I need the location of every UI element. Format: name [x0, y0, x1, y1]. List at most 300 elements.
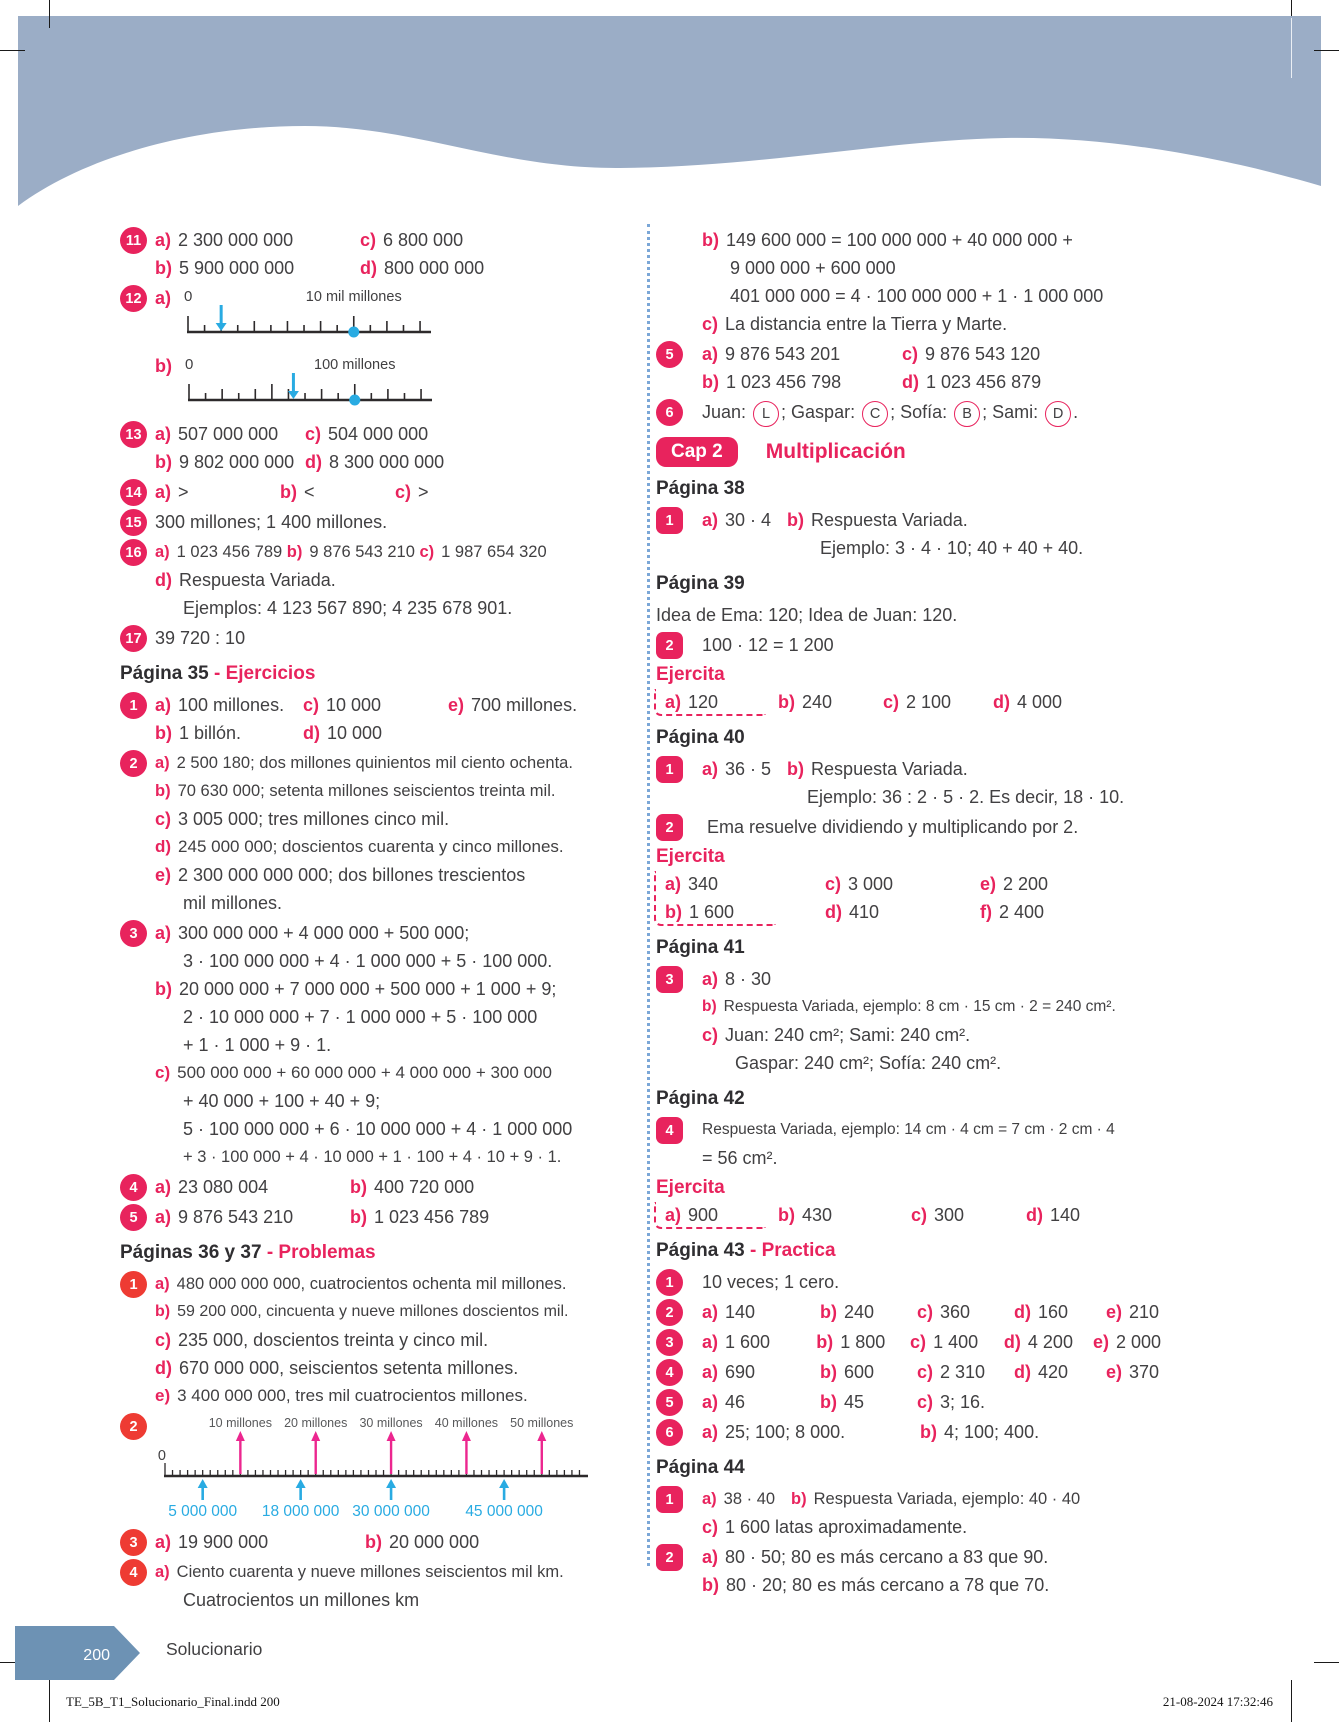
- answer-item: [656, 226, 1161, 338]
- answer-text: 70 630 000; setenta millones seiscientos treinta mil.: [177, 782, 556, 800]
- answer-line: [155, 566, 598, 594]
- answer-line: [155, 1558, 598, 1586]
- part-label: a): [155, 482, 172, 502]
- answer-cell: [902, 340, 1040, 368]
- answer-text: 6 800 000: [383, 230, 464, 250]
- answer-text: Juan:: [702, 402, 752, 422]
- part-label: a): [702, 510, 719, 530]
- ejercita-rows: [656, 1201, 1161, 1229]
- answer-item: [120, 624, 598, 652]
- answer-text: 45: [844, 1392, 865, 1412]
- answer-cell: [702, 1418, 920, 1446]
- answer-text: 2 500 180; dos millones quinientos mil ciento ochenta.: [176, 754, 573, 772]
- number-line-nl12b: [179, 352, 441, 410]
- page-heading-sub: - Problemas: [261, 1242, 376, 1263]
- page-heading-sub: - Ejercicios: [208, 663, 316, 684]
- item-badge: 2: [120, 750, 147, 777]
- answer-item: [120, 1558, 598, 1614]
- answer-item: [656, 1116, 1161, 1172]
- answer-cell: [360, 254, 484, 282]
- answer-item: [656, 1328, 1161, 1356]
- answer-text: 504 000 000: [328, 424, 429, 444]
- part-label: e): [1092, 1332, 1109, 1352]
- answer-line: [702, 506, 1161, 534]
- item-badge: 14: [120, 479, 147, 506]
- part-label: c): [883, 692, 900, 712]
- answer-line: [702, 1144, 1161, 1172]
- answer-text: 507 000 000: [178, 424, 279, 444]
- item-badge: 1: [120, 692, 147, 719]
- answer-text: Idea de Ema: 120; Idea de Juan: 120.: [656, 605, 958, 625]
- part-label: c): [917, 1392, 934, 1412]
- right-column: [656, 226, 1161, 1601]
- answer-text: ; Sami:: [982, 402, 1044, 422]
- crop-mark-top-right-v: [1291, 0, 1292, 16]
- answer-line: [702, 1358, 1161, 1386]
- answer-text: + 3 · 100 000 + 4 · 10 000 + 1 · 100 + 4 · 10 + 9 · 1.: [183, 1148, 562, 1166]
- crop-mark-top-right-inner: [1291, 18, 1292, 78]
- answer-text: 600: [844, 1362, 875, 1382]
- answer-line: [702, 631, 1161, 659]
- part-label: c): [155, 1330, 172, 1350]
- page-number: 200: [83, 1647, 110, 1664]
- answer-text: 80 · 50; 80 es más cercano a 83 que 90.: [725, 1547, 1049, 1567]
- answer-text: 300: [934, 1205, 965, 1225]
- part-label: b): [702, 998, 717, 1015]
- part-label: c): [702, 1517, 719, 1537]
- part-label: d): [1014, 1362, 1031, 1382]
- answer-line: [155, 1270, 598, 1298]
- answer-item: [656, 1298, 1161, 1326]
- part-label: c): [910, 1332, 927, 1352]
- answer-text: 9 876 543 210: [178, 1207, 294, 1227]
- answer-text: 3; 16.: [940, 1392, 986, 1412]
- part-label: c): [360, 230, 377, 250]
- part-label: b): [787, 510, 805, 530]
- item-badge: 3: [120, 920, 147, 947]
- svg-text:0: 0: [185, 356, 194, 373]
- answer-cell: [155, 1528, 365, 1556]
- item-badge: 15: [120, 509, 147, 536]
- answer-text: 1 billón.: [179, 723, 242, 743]
- part-label: b): [155, 1303, 171, 1320]
- page-heading: [656, 476, 1161, 502]
- answer-line: [702, 1116, 1161, 1144]
- svg-text:5 000 000: 5 000 000: [168, 1503, 238, 1518]
- answer-text: 2 300 000 000 000; dos billones trescientos: [178, 865, 526, 885]
- answer-text: 235 000, doscientos treinta y cinco mil.: [178, 1330, 489, 1350]
- ejercita-rows: [656, 688, 1161, 716]
- answer-text: Respuesta Variada, ejemplo: 14 cm · 4 cm = 7 cm · 2 cm · 4: [702, 1121, 1115, 1138]
- answer-item: [656, 398, 1161, 427]
- part-label: b): [155, 979, 172, 999]
- answer-line: [155, 1031, 598, 1059]
- answer-text: 100 millones.: [178, 695, 285, 715]
- answer-cell: [702, 1388, 820, 1416]
- part-label: b): [702, 230, 719, 250]
- part-label: f): [980, 902, 992, 922]
- part-label: d): [825, 902, 842, 922]
- part-label: b): [791, 1490, 807, 1508]
- answer-text: mil millones.: [183, 893, 283, 913]
- page-heading: [656, 1238, 1161, 1264]
- svg-text:10 mil millones: 10 mil millones: [305, 289, 402, 305]
- part-label: b): [155, 356, 172, 376]
- answer-cell: [350, 1203, 489, 1231]
- answer-line: [702, 1328, 1161, 1356]
- page-heading-text: Página 42: [656, 1088, 745, 1109]
- answer-text: >: [418, 482, 429, 502]
- answer-text: 80 · 20; 80 es más cercano a 78 que 70.: [726, 1575, 1050, 1595]
- answer-item: [656, 1543, 1161, 1599]
- answer-item: [120, 226, 598, 282]
- circled-letter: C: [862, 401, 888, 427]
- answer-text: 100 · 12 = 1 200: [702, 635, 834, 655]
- part-label: c): [911, 1205, 928, 1225]
- answer-line: [155, 508, 598, 536]
- part-label: b): [820, 1302, 837, 1322]
- answer-line: [155, 478, 598, 506]
- answer-text: 360: [940, 1302, 971, 1322]
- part-label: b): [920, 1422, 937, 1442]
- answer-line: [702, 1021, 1161, 1049]
- item-badge: 2: [656, 1544, 683, 1571]
- part-label: d): [1014, 1302, 1031, 1322]
- header-wave: [0, 0, 1339, 212]
- answer-text: 240: [802, 692, 833, 712]
- answer-text: + 1 · 1 000 + 9 · 1.: [183, 1035, 332, 1055]
- page-heading-text: Página 44: [656, 1457, 745, 1478]
- part-label: b): [816, 1332, 834, 1352]
- page-heading: [656, 1086, 1161, 1112]
- answer-line: [155, 1528, 598, 1556]
- item-badge: 4: [656, 1359, 683, 1386]
- page-heading-text: Página 43: [656, 1240, 745, 1261]
- part-label: a): [702, 759, 719, 779]
- item-badge: 3: [656, 1329, 683, 1356]
- answer-line: [702, 1418, 1161, 1446]
- item-badge: 17: [120, 625, 147, 652]
- part-label: a): [702, 969, 719, 989]
- answer-text: 5 900 000 000: [179, 258, 295, 278]
- answer-text: Ejemplos: 4 123 567 890; 4 235 678 901.: [183, 598, 513, 618]
- part-label: b): [787, 759, 805, 779]
- answer-text: 340: [688, 874, 719, 894]
- answer-text: 36 · 5: [725, 759, 772, 779]
- answer-text: 46: [725, 1392, 746, 1412]
- part-label: a): [155, 288, 172, 308]
- answer-text: 1 023 456 798: [726, 372, 842, 392]
- answer-text: 120: [688, 692, 719, 712]
- answer-line: [155, 226, 598, 254]
- part-label: b): [155, 258, 172, 278]
- part-label: b): [350, 1177, 367, 1197]
- answer-cell: [902, 368, 1041, 396]
- answer-line: [155, 1298, 598, 1326]
- item-badge: 6: [656, 399, 683, 426]
- svg-text:30 000 000: 30 000 000: [352, 1503, 430, 1518]
- answer-text: 1 600: [689, 902, 735, 922]
- ejercita-heading: Ejercita: [656, 1177, 725, 1198]
- part-label: d): [155, 570, 172, 590]
- answer-text: 9 876 543 120: [925, 344, 1041, 364]
- part-label: c): [419, 543, 435, 561]
- answer-text: La distancia entre la Tierra y Marte.: [725, 314, 1008, 334]
- ejercita-block: [656, 1174, 1161, 1229]
- ejercita-heading: Ejercita: [656, 664, 725, 685]
- page-number-pennant: [15, 1626, 143, 1680]
- part-label: c): [155, 1063, 171, 1082]
- answer-line: [702, 1388, 1161, 1416]
- answer-cell: [917, 1298, 1014, 1326]
- answer-cell: [305, 448, 444, 476]
- answer-text: 690: [725, 1362, 756, 1382]
- crop-mark-bottom-left-v: [49, 1680, 50, 1722]
- answer-cell: [1106, 1298, 1159, 1326]
- answer-cell: [702, 340, 902, 368]
- answer-item: [120, 1528, 598, 1556]
- answer-text: 700 millones.: [471, 695, 578, 715]
- answer-text: 210: [1129, 1302, 1160, 1322]
- answer-text: Ema resuelve dividiendo y multiplicando por 2.: [702, 817, 1079, 837]
- answer-cell: [1014, 1358, 1106, 1386]
- answer-text: Juan: 240 cm²; Sami: 240 cm².: [725, 1025, 971, 1045]
- part-label: c): [702, 314, 719, 334]
- answer-cell: [917, 1388, 985, 1416]
- answer-cell: [350, 1173, 474, 1201]
- part-label: a): [702, 1490, 717, 1508]
- answer-cell: [365, 1528, 479, 1556]
- answer-cell: [778, 688, 883, 716]
- answer-text: 10 000: [327, 723, 383, 743]
- answer-text: 670 000 000, seiscientos setenta millones.: [179, 1358, 519, 1378]
- answer-text: Ejemplo: 36 : 2 · 5 · 2. Es decir, 18 · 10.: [807, 787, 1125, 807]
- svg-text:100 millones: 100 millones: [314, 357, 396, 373]
- answer-text: 1 987 654 320: [441, 543, 547, 561]
- answer-cell: [1106, 1358, 1159, 1386]
- answer-item: [120, 478, 598, 506]
- left-column: [120, 226, 598, 1616]
- part-label: d): [1026, 1205, 1043, 1225]
- answer-text: Respuesta Variada.: [179, 570, 336, 590]
- page-heading: [120, 661, 598, 687]
- answer-text: 39 720 : 10: [155, 628, 246, 648]
- item-badge: 5: [120, 1204, 147, 1231]
- answer-text: 38 · 40: [723, 1490, 776, 1508]
- answer-text: 1 400: [933, 1332, 979, 1352]
- part-label: b): [286, 543, 303, 561]
- answer-text: 5 · 100 000 000 + 6 · 10 000 000 + 4 · 1 000 000: [183, 1119, 573, 1139]
- item-badge: 1: [656, 1486, 683, 1513]
- answer-cell: [280, 478, 395, 506]
- answer-line: [155, 1115, 598, 1143]
- part-label: c): [155, 809, 172, 829]
- answer-line: [155, 1203, 598, 1231]
- part-label: e): [448, 695, 465, 715]
- item-badge: 1: [656, 1269, 683, 1296]
- answer-line: [702, 226, 1161, 254]
- answer-text: 2 000: [1115, 1332, 1161, 1352]
- part-label: b): [778, 692, 795, 712]
- answer-text: 10 veces; 1 cero.: [702, 1272, 840, 1292]
- answer-item: [656, 506, 1161, 562]
- part-label: a): [702, 1392, 719, 1412]
- part-label: d): [360, 258, 377, 278]
- answer-text: Cuatrocientos un millones km: [183, 1590, 420, 1610]
- part-label: e): [155, 865, 172, 885]
- answer-item: [656, 1268, 1161, 1296]
- item-badge: 1: [656, 756, 683, 783]
- answer-item: [120, 691, 598, 747]
- part-label: b): [280, 482, 297, 502]
- item-badge: 2: [656, 632, 683, 659]
- svg-text:30 millones: 30 millones: [359, 1416, 423, 1430]
- answer-text: 401 000 000 = 4 · 100 000 000 + 1 · 1 000 000: [730, 286, 1104, 306]
- part-label: c): [303, 695, 320, 715]
- answer-cell: [980, 898, 1044, 926]
- ejercita-rows: [656, 870, 1161, 926]
- part-label: b): [702, 1575, 719, 1595]
- svg-text:20 millones: 20 millones: [284, 1416, 348, 1430]
- item-badge: 13: [120, 421, 147, 448]
- answer-text: 20 000 000 + 7 000 000 + 500 000 + 1 000 + 9;: [179, 979, 557, 999]
- answer-cell: [816, 1328, 910, 1356]
- answer-text: 30 · 4: [725, 510, 772, 530]
- answer-text: 2 · 10 000 000 + 7 · 1 000 000 + 5 · 100 000: [183, 1007, 538, 1027]
- answer-text: 1 023 456 789: [374, 1207, 490, 1227]
- answer-line: [702, 783, 1161, 811]
- answer-item: [656, 965, 1161, 1077]
- answer-line: [155, 947, 598, 975]
- answer-text: 20 000 000: [389, 1532, 480, 1552]
- answer-cell: [155, 1173, 350, 1201]
- answer-line: [155, 1586, 598, 1614]
- answer-cell: [155, 1203, 350, 1231]
- answer-text: 59 200 000, cincuenta y nueve millones doscientos mil.: [177, 1303, 569, 1320]
- part-label: a): [155, 1177, 172, 1197]
- answer-text: 900: [688, 1205, 719, 1225]
- answer-text: Gaspar: 240 cm²; Sofía: 240 cm².: [735, 1053, 1002, 1073]
- svg-text:18 000 000: 18 000 000: [261, 1503, 340, 1518]
- part-label: b): [365, 1532, 382, 1552]
- answer-cell: [155, 420, 305, 448]
- answer-text: 10 000: [326, 695, 382, 715]
- item-badge: 6: [656, 1419, 683, 1446]
- answer-line: [155, 448, 598, 476]
- answer-cell: [155, 719, 303, 747]
- answer-text: 3 · 100 000 000 + 4 · 1 000 000 + 5 · 100 000.: [183, 951, 553, 971]
- answer-line: [155, 1087, 598, 1115]
- answer-text: 2 310: [940, 1362, 986, 1382]
- answer-line: [155, 1003, 598, 1031]
- answer-item: [656, 813, 1161, 841]
- part-label: c): [305, 424, 322, 444]
- answer-text: 9 876 543 210: [309, 543, 420, 561]
- page-heading-text: Página 38: [656, 478, 745, 499]
- answer-text: 370: [1129, 1362, 1160, 1382]
- crop-mark-top-right-h: [1314, 50, 1339, 51]
- chapter-title: Multiplicación: [765, 440, 906, 463]
- item-badge: 5: [656, 1389, 683, 1416]
- answer-text: Respuesta Variada, ejemplo: 40 · 40: [813, 1490, 1081, 1508]
- answer-item: [120, 538, 598, 622]
- answer-line: [155, 594, 598, 622]
- circled-letter: B: [954, 401, 980, 427]
- answer-cell: [155, 254, 360, 282]
- answer-item: [120, 284, 598, 410]
- answer-text: 4 200: [1027, 1332, 1073, 1352]
- part-label: d): [993, 692, 1010, 712]
- part-label: a): [702, 1362, 719, 1382]
- answer-cell: [155, 226, 360, 254]
- answer-text: 2 200: [1003, 874, 1049, 894]
- answer-text: 3 005 000; tres millones cinco mil.: [178, 809, 450, 829]
- answer-line: [155, 861, 598, 889]
- answer-line: [155, 284, 598, 342]
- answer-text: 480 000 000 000, cuatrocientos ochenta mil millones.: [176, 1275, 567, 1293]
- answer-item: [656, 755, 1161, 811]
- part-label: b): [155, 782, 171, 800]
- answer-cell: [395, 478, 429, 506]
- answer-line: [155, 749, 598, 777]
- part-label: b): [665, 902, 682, 922]
- answer-cell: [1004, 1328, 1093, 1356]
- footer-title: Solucionario: [166, 1639, 263, 1659]
- answer-text: 240: [844, 1302, 875, 1322]
- answer-cell: [305, 420, 428, 448]
- answer-text: 4; 100; 400.: [944, 1422, 1040, 1442]
- answer-line: [702, 310, 1161, 338]
- answer-text: 410: [849, 902, 880, 922]
- answer-item: [656, 340, 1161, 396]
- part-label: d): [1003, 1332, 1021, 1352]
- crop-mark-bottom-right-v: [1291, 1680, 1292, 1722]
- crop-mark-top-left-v: [49, 0, 50, 28]
- item-badge: 2: [656, 1299, 683, 1326]
- answer-cell: [825, 898, 980, 926]
- item-badge: 4: [120, 1174, 147, 1201]
- answer-line: [702, 993, 1161, 1021]
- part-label: c): [917, 1302, 934, 1322]
- answer-text: 300 millones; 1 400 millones.: [155, 512, 388, 532]
- part-label: a): [155, 923, 172, 943]
- answer-line: [702, 1268, 1161, 1296]
- answer-item: [656, 1358, 1161, 1386]
- part-label: a): [155, 1275, 170, 1293]
- part-label: b): [350, 1207, 367, 1227]
- answer-cell: [155, 691, 303, 719]
- answer-cell: [360, 226, 463, 254]
- part-label: a): [155, 543, 170, 561]
- imprint-right: 21-08-2024 17:32:46: [1162, 1694, 1273, 1709]
- answer-line: [155, 975, 598, 1003]
- answer-text: 8 · 30: [725, 969, 772, 989]
- answer-text: 420: [1038, 1362, 1069, 1382]
- ejercita-dashed-box: [654, 1202, 766, 1229]
- answer-line: [155, 719, 598, 747]
- answer-text: Respuesta Variada.: [811, 759, 968, 779]
- ejercita-dashed-box: [654, 871, 776, 926]
- part-label: d): [902, 372, 919, 392]
- part-label: b): [820, 1362, 837, 1382]
- answer-text: 19 900 000: [178, 1532, 269, 1552]
- answer-text: Ejemplo: 3 · 4 · 10; 40 + 40 + 40.: [820, 538, 1084, 558]
- part-label: b): [702, 372, 719, 392]
- svg-text:0: 0: [157, 1448, 166, 1464]
- part-label: a): [665, 1205, 682, 1225]
- svg-text:45 000 000: 45 000 000: [465, 1503, 543, 1518]
- answer-line: [702, 965, 1161, 993]
